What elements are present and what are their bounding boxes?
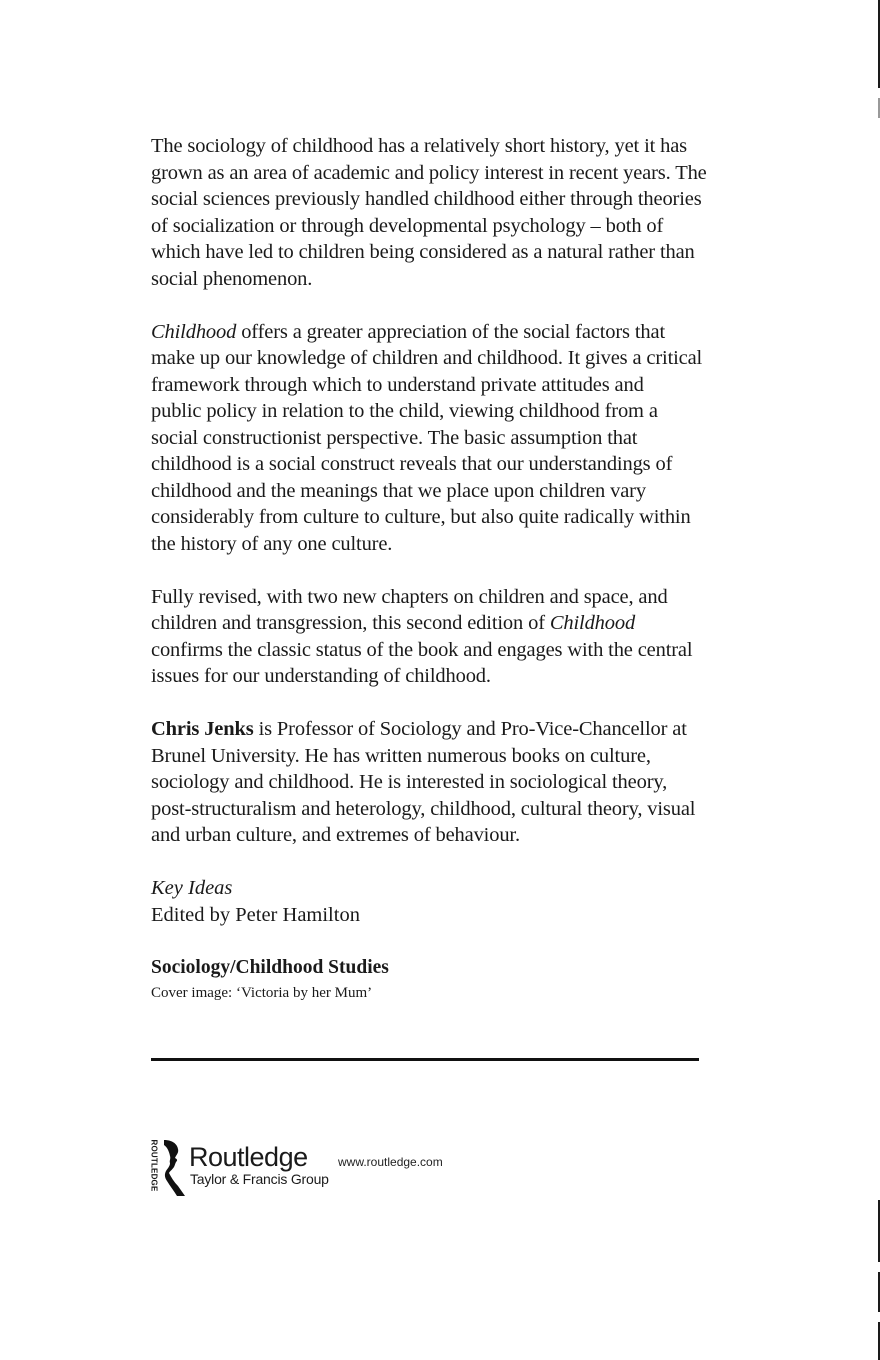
text-line: framework through which to understand private attitudes and [151, 373, 644, 396]
text-fragment: children and transgression, this second edition of [151, 612, 550, 634]
publisher-website: www.routledge.com [338, 1155, 443, 1169]
series-editor: Edited by Peter Hamilton [151, 903, 360, 926]
text-line [151, 716, 711, 743]
text-line: social sciences previously handled childhood either through theories [151, 188, 702, 210]
text-line: post-structuralism and heterology, childhood, cultural theory, visual [151, 797, 696, 820]
text-line: social phenomenon. [151, 267, 313, 290]
text-line: and urban culture, and extremes of behaviour. [151, 824, 520, 846]
text-line: social constructionist perspective. The basic assumption that [151, 426, 638, 449]
cover-image-credit: Cover image: ‘Victoria by her Mum’ [151, 985, 373, 1001]
blurb-paragraph-2 [151, 319, 711, 558]
author-bio [151, 716, 711, 849]
text-line: of socialization or through developmental psychology – both of [151, 214, 664, 237]
text-fragment: offers a greater appreciation of the social factors that [236, 320, 665, 343]
author-name: Chris Jenks [151, 718, 254, 740]
text-line: make up our knowledge of children and childhood. It gives a critical [151, 347, 703, 369]
text-line: public policy in relation to the child, viewing childhood from a [151, 400, 658, 422]
divider-rule [151, 1058, 699, 1061]
text-line: Brunel University. He has written numerous books on culture, [151, 744, 651, 767]
text-line: childhood and the meanings that we place upon children vary [151, 479, 646, 502]
publisher-wordmark [189, 1140, 329, 1187]
text-line: Fully revised, with two new chapters on children and space, and [151, 585, 668, 608]
text-line: considerably from culture to culture, but also quite radically within [151, 506, 691, 528]
book-title-italic: Childhood [151, 320, 237, 343]
publisher-group: Taylor & Francis Group [190, 1171, 329, 1187]
publisher-vertical-label: ROUTLEDGE [149, 1139, 159, 1192]
text-line: grown as an area of academic and policy interest in recent years. The [151, 161, 707, 184]
text-fragment: is Professor of Sociology and Pro-Vice-Chancellor at [253, 718, 687, 740]
back-cover-text [151, 133, 711, 1003]
text-line [151, 610, 711, 637]
routledge-profile-r-logo-icon [161, 1140, 185, 1196]
series-name: Key Ideas [151, 877, 233, 899]
subject-category: Sociology/Childhood Studies [151, 957, 389, 978]
blurb-paragraph-1 [151, 133, 711, 292]
publisher-name: Routledge [189, 1142, 308, 1172]
publisher-logo [148, 1140, 329, 1196]
text-line: sociology and childhood. He is interested in sociological theory, [151, 771, 668, 793]
blurb-paragraph-3 [151, 584, 711, 690]
text-line: issues for our understanding of childhood. [151, 665, 491, 687]
book-title-italic: Childhood [549, 612, 636, 634]
text-line: confirms the classic status of the book and engages with the central [151, 638, 693, 661]
text-line: The sociology of childhood has a relatively short history, yet it has [151, 135, 688, 157]
text-line: childhood is a social construct reveals that our understandings of [151, 453, 673, 475]
text-line [151, 319, 711, 346]
text-line: the history of any one culture. [151, 532, 393, 555]
series-info [151, 875, 711, 928]
text-line: which have led to children being considered as a natural rather than [151, 241, 695, 263]
